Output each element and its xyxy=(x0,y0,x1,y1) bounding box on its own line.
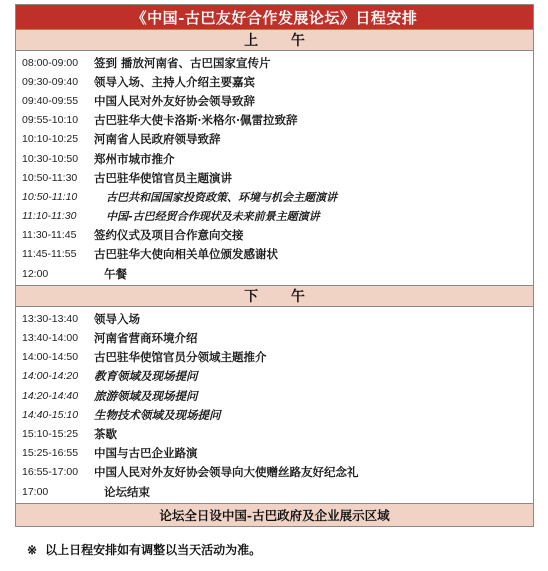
schedule-item: 中国与古巴企业路演 xyxy=(94,446,198,461)
schedule-row xyxy=(16,149,533,168)
schedule-time: 10:50-11:10 xyxy=(22,190,78,203)
schedule-item: 古巴驻华使馆官员分领域主题推介 xyxy=(94,350,267,365)
schedule-row xyxy=(16,482,533,501)
schedule-item: 午餐 xyxy=(104,266,127,281)
schedule-row xyxy=(16,405,533,424)
schedule-time: 13:40-14:00 xyxy=(22,332,79,345)
schedule-time: 11:30-11:45 xyxy=(22,229,77,242)
schedule-row xyxy=(16,424,533,443)
schedule-item: 论坛结束 xyxy=(104,484,150,499)
schedule-item: 古巴驻华大使向相关单位颁发感谢状 xyxy=(94,247,278,262)
schedule-item: 旅游领域及现场提问 xyxy=(94,388,198,403)
schedule-item: 郑州市城市推介 xyxy=(94,151,175,166)
schedule-item: 古巴驻华大使卡洛斯·米格尔·佩雷拉致辞 xyxy=(94,113,298,128)
morning-header: 上 午 xyxy=(16,30,533,51)
schedule-table xyxy=(15,4,534,527)
schedule-item: 签约仪式及项目合作意向交接 xyxy=(94,228,244,243)
schedule-time: 08:00-09:00 xyxy=(22,56,79,69)
schedule-row xyxy=(16,328,533,347)
schedule-row xyxy=(16,91,533,110)
schedule-time: 10:30-10:50 xyxy=(22,152,79,165)
schedule-row xyxy=(16,264,533,283)
afternoon-rows xyxy=(16,307,533,504)
schedule-time: 09:30-09:40 xyxy=(22,75,79,88)
schedule-row xyxy=(16,168,533,187)
schedule-time: 09:40-09:55 xyxy=(22,94,79,107)
schedule-time: 12:00 xyxy=(22,267,49,280)
schedule-item: 教育领域及现场提问 xyxy=(94,369,198,384)
schedule-item: 生物技术领域及现场提问 xyxy=(94,407,221,422)
schedule-time: 14:00-14:20 xyxy=(22,370,79,383)
schedule-row xyxy=(16,386,533,405)
schedule-item: 领导入场 xyxy=(94,311,140,326)
schedule-row xyxy=(16,72,533,91)
schedule-time: 10:50-11:30 xyxy=(22,171,78,184)
schedule-item: 河南省人民政府领导致辞 xyxy=(94,132,221,147)
schedule-time: 15:10-15:25 xyxy=(22,427,79,440)
schedule-time: 11:10-11:30 xyxy=(22,210,77,223)
schedule-time: 16:55-17:00 xyxy=(22,466,79,479)
schedule-row xyxy=(16,207,533,226)
schedule-row xyxy=(16,444,533,463)
schedule-row xyxy=(16,245,533,264)
schedule-row xyxy=(16,367,533,386)
schedule-title: 《中国-古巴友好合作发展论坛》日程安排 xyxy=(16,5,533,30)
schedule-row xyxy=(16,309,533,328)
afternoon-header: 下 午 xyxy=(16,286,533,307)
schedule-item: 中国-古巴经贸合作现状及未来前景主题演讲 xyxy=(106,210,320,224)
exhibition-notice: 论坛全日设中国-古巴政府及企业展示区域 xyxy=(16,504,533,526)
schedule-item: 中国人民对外友好协会领导致辞 xyxy=(94,93,255,108)
schedule-item: 古巴驻华使馆官员主题演讲 xyxy=(94,170,232,185)
note-text: 以上日程安排如有调整以当天活动为准。 xyxy=(45,543,262,557)
schedule-row xyxy=(16,53,533,72)
schedule-row xyxy=(16,348,533,367)
schedule-time: 13:30-13:40 xyxy=(22,312,79,325)
schedule-item: 中国人民对外友好协会领导向大使赠丝路友好纪念礼 xyxy=(94,465,359,480)
schedule-note xyxy=(27,541,261,558)
schedule-time: 11:45-11:55 xyxy=(22,248,77,261)
schedule-item: 古巴共和国国家投资政策、环境与机会主题演讲 xyxy=(106,190,337,204)
schedule-item: 签到 播放河南省、古巴国家宣传片 xyxy=(94,55,271,70)
schedule-time: 15:25-16:55 xyxy=(22,447,79,460)
schedule-item: 河南省营商环境介绍 xyxy=(94,331,198,346)
schedule-time: 10:10-10:25 xyxy=(22,133,79,146)
schedule-time: 14:00-14:50 xyxy=(22,351,79,364)
schedule-item: 领导入场、主持人介绍主要嘉宾 xyxy=(94,74,255,89)
schedule-time: 14:40-15:10 xyxy=(22,408,79,421)
schedule-time: 17:00 xyxy=(22,485,49,498)
reference-mark-icon: ※ xyxy=(27,543,38,557)
schedule-row xyxy=(16,226,533,245)
morning-rows xyxy=(16,51,533,286)
schedule-item: 茶歇 xyxy=(94,426,117,441)
schedule-row xyxy=(16,463,533,482)
schedule-row xyxy=(16,111,533,130)
schedule-time: 14:20-14:40 xyxy=(22,389,79,402)
schedule-row xyxy=(16,187,533,206)
schedule-row xyxy=(16,130,533,149)
schedule-time: 09:55-10:10 xyxy=(22,114,79,127)
